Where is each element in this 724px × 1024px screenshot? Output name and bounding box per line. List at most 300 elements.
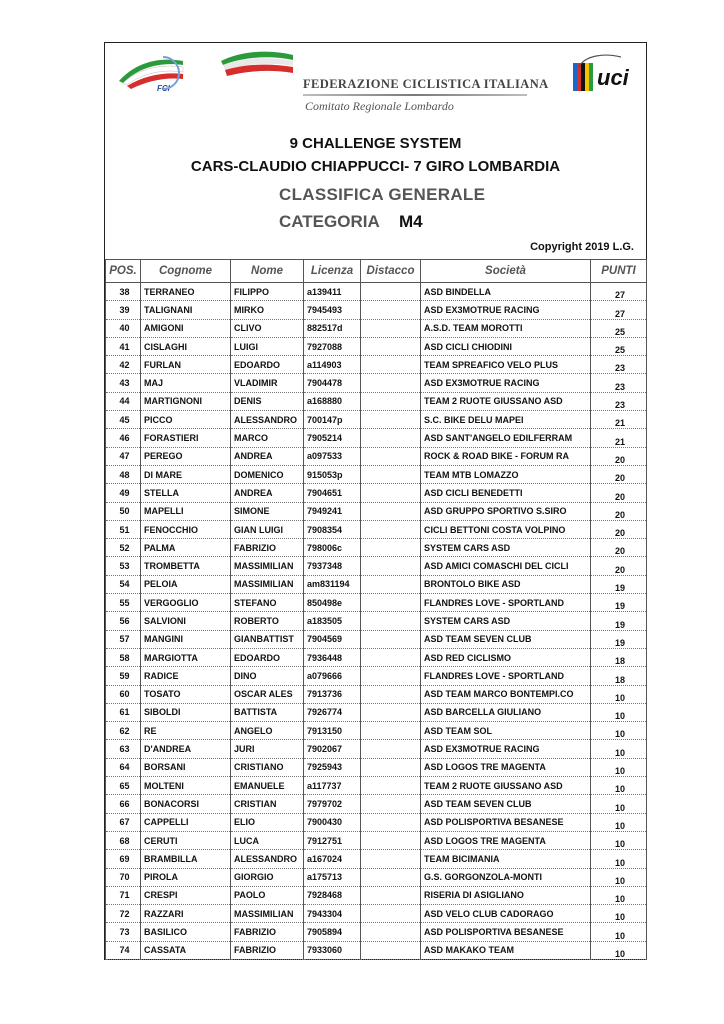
cell-cognome: CERUTI (141, 831, 231, 849)
cell-distacco (361, 539, 421, 557)
cell-distacco (361, 795, 421, 813)
table-row (106, 831, 647, 849)
column-header-distacco: Distacco (361, 260, 421, 283)
cell-punti: 27 (591, 283, 647, 301)
cell-licenza: 7949241 (304, 502, 361, 520)
table-row (106, 685, 647, 703)
cell-nome: FABRIZIO (231, 941, 304, 959)
cell-licenza: a114903 (304, 356, 361, 374)
cell-societa: SYSTEM CARS ASD (421, 612, 591, 630)
table-row (106, 484, 647, 502)
fci-logo (117, 53, 185, 93)
cell-licenza: a167024 (304, 850, 361, 868)
cell-cognome: CRESPI (141, 886, 231, 904)
federation-flag-logo (221, 51, 293, 81)
cell-distacco (361, 447, 421, 465)
cell-punti: 10 (591, 813, 647, 831)
table-row (106, 283, 647, 301)
cell-licenza: 882517d (304, 319, 361, 337)
cell-licenza: 7913150 (304, 722, 361, 740)
cell-punti: 20 (591, 520, 647, 538)
cell-distacco (361, 337, 421, 355)
cell-licenza: a079666 (304, 667, 361, 685)
cell-pos: 54 (106, 575, 141, 593)
table-row (106, 612, 647, 630)
cell-punti: 10 (591, 923, 647, 941)
table-row (106, 411, 647, 429)
table-row (106, 740, 647, 758)
cell-licenza: 7905894 (304, 923, 361, 941)
cell-societa: A.S.D. TEAM MOROTTI (421, 319, 591, 337)
cell-punti: 10 (591, 703, 647, 721)
cell-licenza: a168880 (304, 392, 361, 410)
cell-distacco (361, 557, 421, 575)
cell-punti: 19 (591, 575, 647, 593)
cell-pos: 63 (106, 740, 141, 758)
cell-cognome: BONACORSI (141, 795, 231, 813)
cell-distacco (361, 667, 421, 685)
table-row (106, 447, 647, 465)
cell-licenza: 7905214 (304, 429, 361, 447)
cell-licenza: 7908354 (304, 520, 361, 538)
cell-licenza: 7936448 (304, 648, 361, 666)
cell-cognome: STELLA (141, 484, 231, 502)
cell-punti: 10 (591, 941, 647, 959)
cell-licenza: 7979702 (304, 795, 361, 813)
cell-societa: SYSTEM CARS ASD (421, 539, 591, 557)
cell-cognome: DI MARE (141, 465, 231, 483)
cell-cognome: TROMBETTA (141, 557, 231, 575)
uci-logo-text: uci (597, 65, 629, 90)
cell-distacco (361, 648, 421, 666)
table-row (106, 520, 647, 538)
cell-nome: VLADIMIR (231, 374, 304, 392)
cell-licenza: 7937348 (304, 557, 361, 575)
table-row (106, 703, 647, 721)
cell-societa: TEAM BICIMANIA (421, 850, 591, 868)
cell-societa: CICLI BETTONI COSTA VOLPINO (421, 520, 591, 538)
table-row (106, 648, 647, 666)
cell-punti: 20 (591, 465, 647, 483)
cell-licenza: 7913736 (304, 685, 361, 703)
cell-cognome: PELOIA (141, 575, 231, 593)
cell-nome: MIRKO (231, 301, 304, 319)
cell-cognome: MARTIGNONI (141, 392, 231, 410)
letterhead (105, 43, 646, 133)
cell-licenza: a175713 (304, 868, 361, 886)
table-row (106, 630, 647, 648)
cell-distacco (361, 831, 421, 849)
cell-cognome: MAJ (141, 374, 231, 392)
table-row (106, 502, 647, 520)
cell-nome: CRISTIAN (231, 795, 304, 813)
cell-societa: ASD AMICI COMASCHI DEL CICLI (421, 557, 591, 575)
cell-nome: STEFANO (231, 594, 304, 612)
cell-distacco (361, 411, 421, 429)
federation-name: FEDERAZIONE CICLISTICA ITALIANA (303, 77, 549, 91)
uci-logo (573, 53, 641, 97)
cell-societa: ASD EX3MOTRUE RACING (421, 374, 591, 392)
table-row (106, 429, 647, 447)
cell-nome: GIORGIO (231, 868, 304, 886)
cell-cognome: TALIGNANI (141, 301, 231, 319)
cell-licenza: a139411 (304, 283, 361, 301)
table-row (106, 868, 647, 886)
cell-cognome: D'ANDREA (141, 740, 231, 758)
cell-societa: ASD EX3MOTRUE RACING (421, 740, 591, 758)
cell-cognome: AMIGONI (141, 319, 231, 337)
cell-distacco (361, 685, 421, 703)
cell-nome: ANDREA (231, 447, 304, 465)
cell-cognome: MANGINI (141, 630, 231, 648)
cell-cognome: TERRANEO (141, 283, 231, 301)
classification-heading: CLASSIFICA GENERALE (279, 185, 486, 204)
cell-societa: FLANDRES LOVE - SPORTLAND (421, 594, 591, 612)
cell-cognome: FENOCCHIO (141, 520, 231, 538)
cell-punti: 18 (591, 667, 647, 685)
cell-distacco (361, 850, 421, 868)
table-header-row (106, 260, 647, 283)
cell-nome: ROBERTO (231, 612, 304, 630)
cell-punti: 20 (591, 484, 647, 502)
cell-nome: CLIVO (231, 319, 304, 337)
cell-nome: MASSIMILIAN (231, 557, 304, 575)
table-row (106, 539, 647, 557)
cell-nome: FABRIZIO (231, 539, 304, 557)
table-row (106, 337, 647, 355)
table-row (106, 905, 647, 923)
cell-pos: 71 (106, 886, 141, 904)
table-row (106, 594, 647, 612)
cell-distacco (361, 941, 421, 959)
cell-nome: PAOLO (231, 886, 304, 904)
cell-nome: GIAN LUIGI (231, 520, 304, 538)
cell-cognome: RADICE (141, 667, 231, 685)
table-row (106, 813, 647, 831)
cell-distacco (361, 813, 421, 831)
cell-pos: 39 (106, 301, 141, 319)
cell-societa: TEAM MTB LOMAZZO (421, 465, 591, 483)
cell-pos: 74 (106, 941, 141, 959)
cell-cognome: RE (141, 722, 231, 740)
cell-licenza: 7904569 (304, 630, 361, 648)
cell-pos: 61 (106, 703, 141, 721)
cell-pos: 46 (106, 429, 141, 447)
cell-nome: DENIS (231, 392, 304, 410)
cell-societa: ASD VELO CLUB CADORAGO (421, 905, 591, 923)
column-header-cognome: Cognome (141, 260, 231, 283)
document-page (104, 42, 647, 960)
category-label: CATEGORIA (279, 212, 380, 231)
cell-cognome: PALMA (141, 539, 231, 557)
cell-societa: G.S. GORGONZOLA-MONTI (421, 868, 591, 886)
table-row (106, 795, 647, 813)
cell-pos: 65 (106, 777, 141, 795)
federation-subtitle: Comitato Regionale Lombardo (305, 99, 454, 113)
cell-pos: 59 (106, 667, 141, 685)
cell-societa: ASD TEAM SEVEN CLUB (421, 630, 591, 648)
cell-punti: 23 (591, 374, 647, 392)
cell-pos: 51 (106, 520, 141, 538)
cell-licenza: a097533 (304, 447, 361, 465)
cell-distacco (361, 374, 421, 392)
cell-licenza: 7945493 (304, 301, 361, 319)
cell-licenza: 7900430 (304, 813, 361, 831)
cell-licenza: 7927088 (304, 337, 361, 355)
cell-pos: 57 (106, 630, 141, 648)
cell-cognome: TOSATO (141, 685, 231, 703)
cell-distacco (361, 758, 421, 776)
event-title: 9 CHALLENGE SYSTEM (289, 135, 462, 152)
cell-nome: MASSIMILIAN (231, 575, 304, 593)
cell-societa: ASD CICLI CHIODINI (421, 337, 591, 355)
table-row (106, 667, 647, 685)
cell-punti: 19 (591, 594, 647, 612)
cell-societa: ASD GRUPPO SPORTIVO S.SIRO (421, 502, 591, 520)
table-row (106, 575, 647, 593)
cell-cognome: MARGIOTTA (141, 648, 231, 666)
cell-pos: 38 (106, 283, 141, 301)
cell-societa: ASD EX3MOTRUE RACING (421, 301, 591, 319)
cell-punti: 20 (591, 502, 647, 520)
cell-societa: ASD RED CICLISMO (421, 648, 591, 666)
cell-cognome: PEREGO (141, 447, 231, 465)
cell-distacco (361, 740, 421, 758)
cell-distacco (361, 594, 421, 612)
cell-distacco (361, 484, 421, 502)
cell-distacco (361, 429, 421, 447)
table-row (106, 886, 647, 904)
cell-nome: MASSIMILIAN (231, 905, 304, 923)
cell-punti: 21 (591, 429, 647, 447)
cell-nome: DOMENICO (231, 465, 304, 483)
table-row (106, 777, 647, 795)
cell-pos: 56 (106, 612, 141, 630)
cell-societa: ASD POLISPORTIVA BESANESE (421, 813, 591, 831)
cell-licenza: 850498e (304, 594, 361, 612)
cell-distacco (361, 868, 421, 886)
cell-distacco (361, 502, 421, 520)
cell-punti: 18 (591, 648, 647, 666)
table-row (106, 392, 647, 410)
cell-nome: GIANBATTIST (231, 630, 304, 648)
column-header-nome: Nome (231, 260, 304, 283)
cell-nome: FABRIZIO (231, 923, 304, 941)
cell-nome: LUIGI (231, 337, 304, 355)
cell-pos: 67 (106, 813, 141, 831)
cell-pos: 72 (106, 905, 141, 923)
cell-punti: 20 (591, 447, 647, 465)
cell-cognome: FURLAN (141, 356, 231, 374)
cell-nome: BATTISTA (231, 703, 304, 721)
cell-nome: ANDREA (231, 484, 304, 502)
cell-licenza: 7902067 (304, 740, 361, 758)
cell-societa: ROCK & ROAD BIKE - FORUM RA (421, 447, 591, 465)
cell-cognome: VERGOGLIO (141, 594, 231, 612)
cell-cognome: CISLAGHI (141, 337, 231, 355)
cell-cognome: MOLTENI (141, 777, 231, 795)
cell-licenza: am831194 (304, 575, 361, 593)
cell-cognome: PICCO (141, 411, 231, 429)
cell-pos: 53 (106, 557, 141, 575)
cell-punti: 10 (591, 850, 647, 868)
cell-societa: ASD MAKAKO TEAM (421, 941, 591, 959)
cell-punti: 23 (591, 392, 647, 410)
cell-pos: 69 (106, 850, 141, 868)
fci-logo-text: FCI (157, 84, 170, 93)
cell-pos: 48 (106, 465, 141, 483)
cell-distacco (361, 777, 421, 795)
cell-distacco (361, 612, 421, 630)
cell-pos: 50 (106, 502, 141, 520)
cell-licenza: a117737 (304, 777, 361, 795)
cell-societa: ASD BARCELLA GIULIANO (421, 703, 591, 721)
cell-societa: ASD TEAM SOL (421, 722, 591, 740)
cell-societa: ASD BINDELLA (421, 283, 591, 301)
cell-punti: 10 (591, 685, 647, 703)
cell-cognome: RAZZARI (141, 905, 231, 923)
cell-punti: 21 (591, 411, 647, 429)
table-row (106, 319, 647, 337)
cell-pos: 44 (106, 392, 141, 410)
cell-pos: 52 (106, 539, 141, 557)
cell-cognome: SIBOLDI (141, 703, 231, 721)
category-value: M4 (399, 212, 423, 231)
cell-nome: FILIPPO (231, 283, 304, 301)
cell-nome: DINO (231, 667, 304, 685)
cell-societa: ASD TEAM SEVEN CLUB (421, 795, 591, 813)
cell-distacco (361, 923, 421, 941)
cell-punti: 10 (591, 777, 647, 795)
cell-cognome: BASILICO (141, 923, 231, 941)
cell-punti: 10 (591, 722, 647, 740)
cell-pos: 40 (106, 319, 141, 337)
cell-pos: 70 (106, 868, 141, 886)
cell-cognome: FORASTIERI (141, 429, 231, 447)
table-row (106, 356, 647, 374)
cell-distacco (361, 722, 421, 740)
table-row (106, 301, 647, 319)
cell-licenza: 700147p (304, 411, 361, 429)
cell-punti: 20 (591, 557, 647, 575)
cell-licenza: 7933060 (304, 941, 361, 959)
cell-punti: 20 (591, 539, 647, 557)
cell-licenza: a183505 (304, 612, 361, 630)
cell-punti: 10 (591, 886, 647, 904)
cell-punti: 25 (591, 319, 647, 337)
cell-distacco (361, 283, 421, 301)
table-row (106, 465, 647, 483)
column-header-societa: Società (421, 260, 591, 283)
cell-pos: 73 (106, 923, 141, 941)
cell-nome: EMANUELE (231, 777, 304, 795)
cell-societa: ASD TEAM MARCO BONTEMPI.CO (421, 685, 591, 703)
column-header-licenza: Licenza (304, 260, 361, 283)
cell-licenza: 7943304 (304, 905, 361, 923)
cell-distacco (361, 392, 421, 410)
cell-punti: 10 (591, 868, 647, 886)
cell-distacco (361, 319, 421, 337)
cell-cognome: CASSATA (141, 941, 231, 959)
cell-nome: EDOARDO (231, 648, 304, 666)
cell-licenza: 798006c (304, 539, 361, 557)
cell-societa: ASD SANT'ANGELO EDILFERRAM (421, 429, 591, 447)
cell-pos: 58 (106, 648, 141, 666)
cell-punti: 19 (591, 630, 647, 648)
cell-societa: FLANDRES LOVE - SPORTLAND (421, 667, 591, 685)
cell-cognome: CAPPELLI (141, 813, 231, 831)
cell-distacco (361, 356, 421, 374)
cell-societa: S.C. BIKE DELU MAPEI (421, 411, 591, 429)
cell-societa: ASD CICLI BENEDETTI (421, 484, 591, 502)
cell-societa: TEAM 2 RUOTE GIUSSANO ASD (421, 777, 591, 795)
standings-table (105, 259, 647, 960)
event-subtitle: CARS-CLAUDIO CHIAPPUCCI- 7 GIRO LOMBARDIA (190, 158, 561, 175)
cell-licenza: 7904478 (304, 374, 361, 392)
column-header-punti: PUNTI (591, 260, 647, 283)
cell-cognome: BORSANI (141, 758, 231, 776)
column-header-pos: POS. (106, 260, 141, 283)
cell-nome: ANGELO (231, 722, 304, 740)
cell-distacco (361, 630, 421, 648)
cell-punti: 10 (591, 795, 647, 813)
table-row (106, 557, 647, 575)
table-row (106, 850, 647, 868)
cell-nome: ELIO (231, 813, 304, 831)
cell-pos: 60 (106, 685, 141, 703)
table-row (106, 374, 647, 392)
table-row (106, 941, 647, 959)
cell-societa: ASD LOGOS TRE MAGENTA (421, 758, 591, 776)
cell-societa: TEAM 2 RUOTE GIUSSANO ASD (421, 392, 591, 410)
cell-licenza: 915053p (304, 465, 361, 483)
cell-punti: 19 (591, 612, 647, 630)
cell-licenza: 7928468 (304, 886, 361, 904)
cell-pos: 43 (106, 374, 141, 392)
cell-pos: 68 (106, 831, 141, 849)
cell-pos: 55 (106, 594, 141, 612)
cell-pos: 42 (106, 356, 141, 374)
cell-punti: 10 (591, 905, 647, 923)
cell-punti: 10 (591, 831, 647, 849)
cell-societa: TEAM SPREAFICO VELO PLUS (421, 356, 591, 374)
copyright-note: Copyright 2019 L.G. (530, 241, 634, 253)
cell-pos: 64 (106, 758, 141, 776)
cell-pos: 62 (106, 722, 141, 740)
cell-societa: BRONTOLO BIKE ASD (421, 575, 591, 593)
cell-licenza: 7926774 (304, 703, 361, 721)
cell-societa: RISERIA DI ASIGLIANO (421, 886, 591, 904)
cell-punti: 23 (591, 356, 647, 374)
cell-licenza: 7925943 (304, 758, 361, 776)
cell-distacco (361, 575, 421, 593)
cell-nome: OSCAR ALES (231, 685, 304, 703)
cell-distacco (361, 520, 421, 538)
table-row (106, 722, 647, 740)
cell-nome: SIMONE (231, 502, 304, 520)
cell-distacco (361, 301, 421, 319)
cell-pos: 66 (106, 795, 141, 813)
cell-pos: 41 (106, 337, 141, 355)
cell-licenza: 7912751 (304, 831, 361, 849)
cell-punti: 10 (591, 740, 647, 758)
cell-distacco (361, 703, 421, 721)
cell-nome: ALESSANDRO (231, 850, 304, 868)
cell-pos: 47 (106, 447, 141, 465)
cell-distacco (361, 465, 421, 483)
cell-punti: 10 (591, 758, 647, 776)
cell-punti: 25 (591, 337, 647, 355)
